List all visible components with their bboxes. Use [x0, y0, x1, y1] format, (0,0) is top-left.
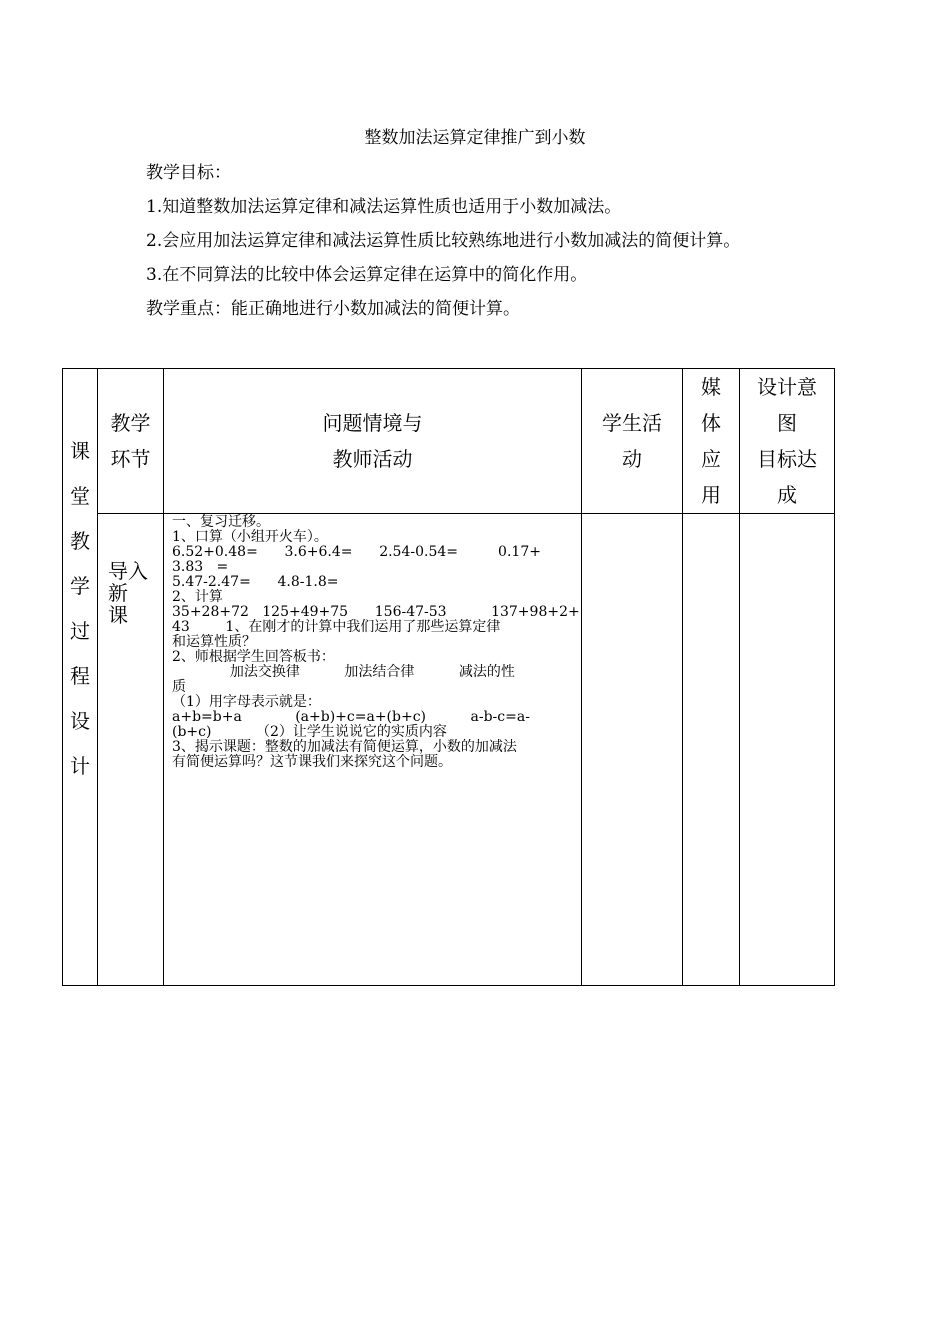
- objective-2: 2.会应用加法运算定律和减法运算性质比较熟练地进行小数加减法的简便计算。: [146, 231, 741, 251]
- side-label-char: 堂: [70, 484, 90, 508]
- lesson-plan-table: [62, 368, 835, 986]
- side-label-char: 课: [70, 439, 90, 463]
- content-line: 2、计算: [172, 589, 223, 605]
- key-point: 教学重点：能正确地进行小数加减法的简便计算。: [146, 299, 520, 319]
- side-label-cell: [63, 369, 98, 986]
- header-activity: 问题情境与 教师活动: [164, 369, 582, 514]
- content-line: 加法交换律 加法结合律 减法的性: [172, 664, 515, 680]
- side-label-char: 学: [70, 574, 90, 598]
- content-line: 43 1、在刚才的计算中我们运用了那些运算定律: [172, 619, 501, 635]
- stage-cell: [98, 514, 164, 986]
- design-intent-cell: [740, 514, 835, 986]
- content-line: 5.47-2.47= 4.8-1.8=: [172, 574, 339, 590]
- content-line: 和运算性质？: [172, 634, 256, 650]
- objective-1: 1.知道整数加法运算定律和减法运算性质也适用于小数加减法。: [146, 197, 622, 217]
- content-line: 一、复习迁移。: [172, 514, 270, 530]
- media-cell: [683, 514, 740, 986]
- content-line: a+b=b+a (a+b)+c=a+(b+c) a-b-c=a-: [172, 709, 530, 725]
- content-line: 3、揭示课题：整数的加减法有简便运算，小数的加减法: [172, 739, 517, 755]
- stage-label-line: 导入: [108, 559, 148, 583]
- objectives-heading: 教学目标：: [146, 163, 231, 183]
- side-label-char: 教: [70, 529, 90, 553]
- content-line: 2、师根据学生回答板书：: [172, 649, 335, 665]
- content-line: 质: [172, 679, 186, 695]
- content-line: 有简便运算吗？这节课我们来探究这个问题。: [172, 754, 452, 770]
- table-content-row: [63, 514, 835, 986]
- side-label-char: 设: [70, 709, 90, 733]
- side-label-char: 程: [70, 664, 90, 688]
- student-activity-cell: [582, 514, 683, 986]
- side-label-char: 过: [70, 619, 90, 643]
- content-line: 3.83 =: [172, 559, 229, 575]
- header-student: 学生活 动: [582, 369, 683, 514]
- content-line: 1、口算（小组开火车）。: [172, 529, 328, 545]
- side-label-char: 计: [70, 754, 90, 778]
- header-media: 媒 体 应 用: [683, 369, 740, 514]
- content-line: 6.52+0.48= 3.6+6.4= 2.54-0.54= 0.17+: [172, 544, 541, 560]
- activity-content-cell: [164, 514, 582, 986]
- objective-3: 3.在不同算法的比较中体会运算定律在运算中的简化作用。: [146, 265, 588, 285]
- stage-label-line: 课: [108, 603, 128, 627]
- header-intent: 设计意 图 目标达 成: [740, 369, 835, 514]
- document-title: 整数加法运算定律推广到小数: [364, 128, 586, 148]
- header-stage: 教学 环节: [98, 369, 164, 514]
- stage-label-line: 新: [108, 581, 128, 605]
- content-line: （1）用字母表示就是：: [172, 694, 321, 710]
- content-line: (b+c) （2）让学生说说它的实质内容: [172, 724, 447, 740]
- content-line: 35+28+72 125+49+75 156-47-53 137+98+2+: [172, 604, 580, 620]
- table-header-row: [63, 369, 835, 514]
